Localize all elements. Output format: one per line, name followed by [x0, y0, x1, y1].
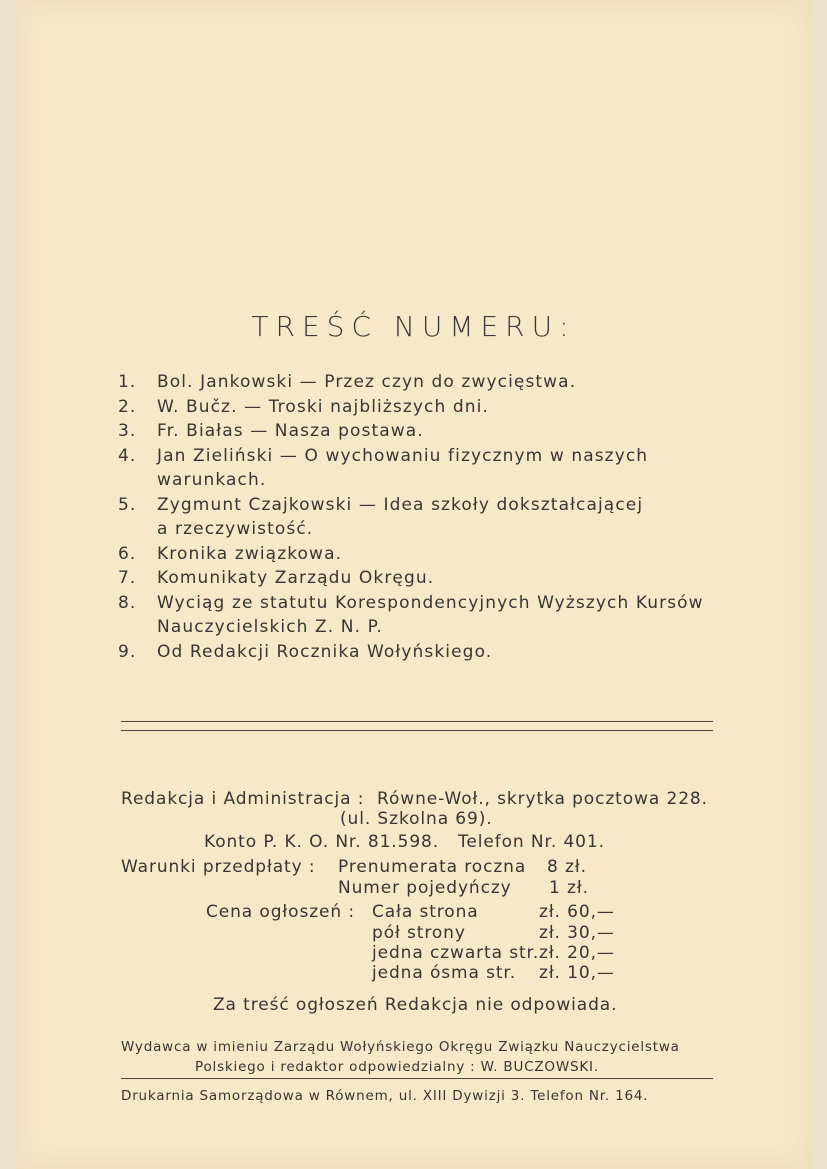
toc-item [118, 566, 738, 591]
toc-text-continuation: warunkach. [157, 470, 267, 490]
toc-item [118, 542, 738, 567]
cena-label: Cena ogłoszeń : [206, 902, 355, 922]
printer-line: Drukarnia Samorządowa w Równem, ul. XIII Dywizji 3. Telefon Nr. 164. [121, 1088, 649, 1104]
toc-text: Bol. Jankowski — Przez czyn do zwycięstwa. [157, 372, 577, 392]
toc-text: Komunikaty Zarządu Okręgu. [157, 568, 435, 588]
toc-number: 4. [118, 445, 137, 466]
toc-item [118, 419, 738, 444]
toc-text [157, 493, 738, 542]
table-of-contents [118, 370, 738, 664]
toc-item [118, 444, 738, 493]
toc-number: 6. [118, 543, 137, 564]
konto-row [204, 832, 605, 853]
warunki-label: Warunki przedpłaty : [121, 857, 316, 877]
prenumerata-value: 8 zł. [547, 857, 587, 877]
toc-text: Od Redakcji Rocznika Wołyńskiego. [157, 641, 493, 662]
numer-value: 1 zł. [549, 878, 589, 898]
numer-label: Numer pojedyńczy [338, 878, 512, 898]
toc-number: 5. [118, 494, 137, 515]
toc-item [118, 640, 738, 665]
toc-number: 8. [118, 592, 137, 613]
ad-size: pół strony [372, 923, 466, 943]
toc-item [118, 370, 738, 395]
ad-size: jedna ósma str. [372, 963, 517, 983]
ad-price: zł. 20,— [539, 943, 615, 963]
telefon: Telefon Nr. 401. [457, 832, 605, 852]
ad-price: zł. 60,— [539, 902, 615, 922]
toc-number: 1. [118, 372, 137, 392]
divider-line [121, 721, 713, 722]
toc-item [118, 591, 738, 640]
disclaimer: Za treść ogłoszeń Redakcja nie odpowiada. [213, 995, 618, 1015]
ad-price: zł. 30,— [539, 923, 615, 943]
toc-text: Kronika związkowa. [157, 543, 343, 564]
toc-number: 7. [118, 568, 137, 588]
ad-size: Cała strona [372, 902, 479, 922]
toc-text-line: Jan Zieliński — O wychowaniu fizycznym w naszych [157, 445, 649, 466]
ad-size: jedna czwarta str. [372, 943, 540, 963]
address: (ul. Szkolna 69). [340, 809, 493, 829]
redakcja-row [121, 789, 708, 810]
toc-number: 9. [118, 641, 137, 662]
publisher-line: Wydawca w imieniu Zarządu Wołyńskiego Okręgu Związku Nauczycielstwa [121, 1039, 680, 1055]
toc-text [157, 591, 738, 640]
toc-text-continuation: Nauczycielskich Z. N. P. [157, 617, 383, 637]
toc-text: W. Bučz. — Troski najbliższych dni. [157, 396, 489, 417]
toc-text-line: Wyciąg ze statutu Korespondencyjnych Wyższych Kursów [157, 592, 704, 613]
toc-text-line: Zygmunt Czajkowski — Idea szkoły dokształcającej [157, 494, 644, 515]
divider-line [121, 730, 713, 731]
redakcja-label: Redakcja i Administracja : [121, 789, 365, 809]
toc-number: 3. [118, 421, 137, 441]
toc-text: Fr. Białas — Nasza postawa. [157, 421, 424, 441]
toc-item [118, 395, 738, 420]
toc-item [118, 493, 738, 542]
konto: Konto P. K. O. Nr. 81.598. [204, 832, 440, 852]
toc-text-continuation: a rzeczywistość. [157, 519, 314, 539]
divider-line [121, 1078, 713, 1079]
toc-number: 2. [118, 396, 137, 417]
ad-price: zł. 10,— [539, 963, 615, 983]
redakcja-value: Równe-Woł., skrytka pocztowa 228. [377, 789, 708, 809]
prenumerata-label: Prenumerata roczna [338, 857, 527, 877]
toc-text [157, 444, 738, 493]
publisher-line: Polskiego i redaktor odpowiedzialny : W. BUCZOWSKI. [195, 1059, 599, 1075]
page-title: TREŚĆ NUMERU: [251, 310, 576, 343]
